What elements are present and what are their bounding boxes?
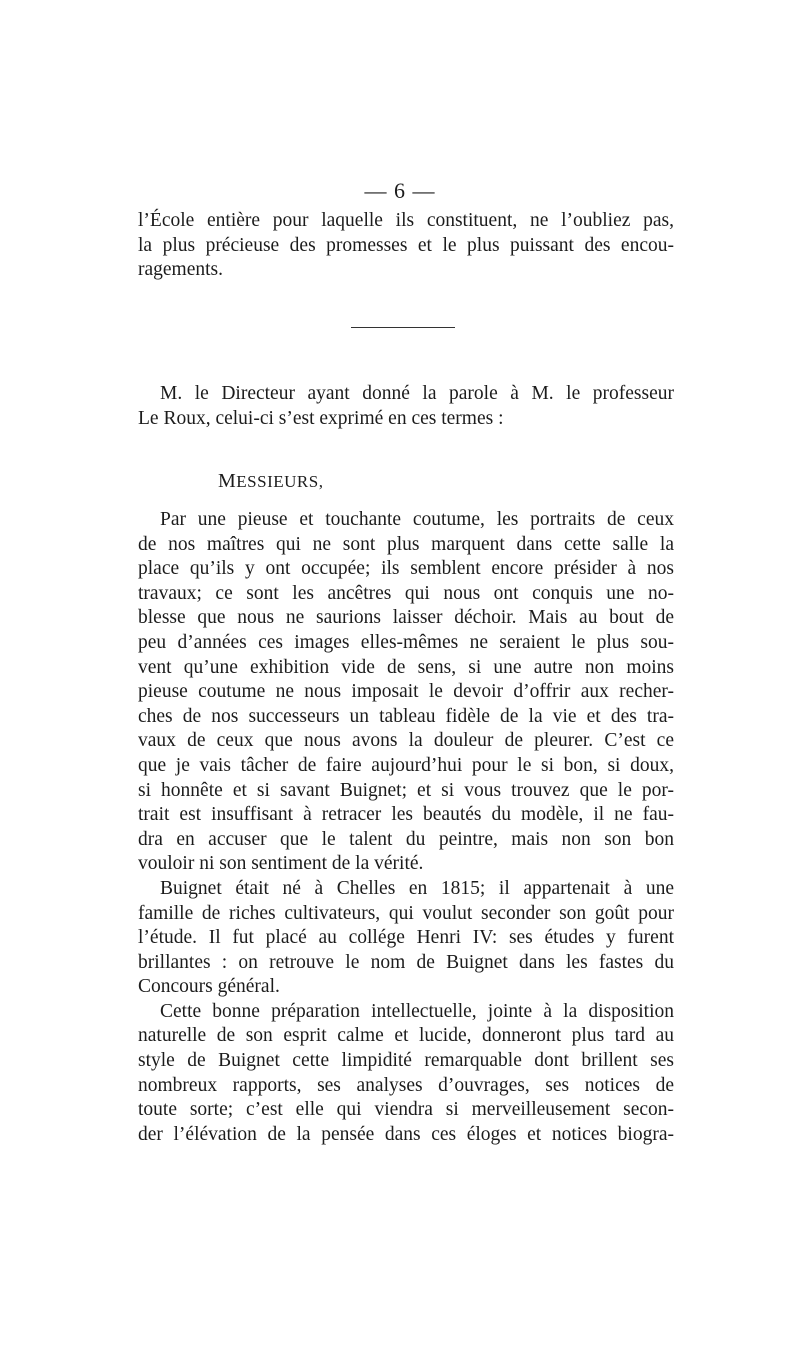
text-line: vouloir ni son sentiment de la vérité. xyxy=(138,853,424,875)
text-line: ches de nos successeurs un tableau fidèle de la vie et des tra- xyxy=(138,705,674,727)
text-line: der l’élévation de la pensée dans ces éloges et notices biogra- xyxy=(138,1123,674,1145)
announcement-paragraph xyxy=(138,382,674,431)
text-line: naturelle de son esprit calme et lucide, donneront plus tard au xyxy=(138,1025,674,1047)
text-line: Le Roux, celui-ci s’est exprimé en ces termes : xyxy=(138,407,504,429)
text-line: peu d’années ces images elles-mêmes ne seraient le plus sou- xyxy=(138,631,674,653)
text-line: si honnête et si savant Buignet; et si vous trouvez que le por- xyxy=(138,779,674,801)
text-line: style de Buignet cette limpidité remarquable dont brillent ses xyxy=(138,1050,674,1072)
text-line: famille de riches cultivateurs, qui voulut seconder son goût pour xyxy=(138,902,674,924)
text-line: Cette bonne préparation intellectuelle, jointe à la disposition xyxy=(160,1000,674,1022)
text-line: vent qu’une exhibition vide de sens, si une autre non moins xyxy=(138,656,674,678)
text-line: pieuse coutume ne nous imposait le devoir d’offrir aux recher- xyxy=(138,681,674,703)
text-line: de nos maîtres qui ne sont plus marquent dans cette salle la xyxy=(138,533,674,555)
speech-body xyxy=(138,508,674,1147)
text-line: travaux; ce sont les ancêtres qui nous ont conquis une no- xyxy=(138,582,674,604)
text-line: l’École entière pour laquelle ils constituent, ne l’oubliez pas, xyxy=(138,210,674,231)
page-number: — 6 — xyxy=(364,178,436,203)
text-line: M. le Directeur ayant donné la parole à M. le professeur xyxy=(160,383,674,404)
salutation-rest: ESSIEURS, xyxy=(236,472,324,491)
section-divider xyxy=(351,327,455,328)
text-line: Buignet était né à Chelles en 1815; il appartenait à une xyxy=(160,877,674,899)
text-line: que je vais tâcher de faire aujourd’hui pour le si bon, si doux, xyxy=(138,754,674,776)
text-line: l’étude. Il fut placé au collége Henri IV: ses études y furent xyxy=(138,927,674,949)
text-line: la plus précieuse des promesses et le plus puissant des encou- xyxy=(138,234,674,256)
intro-paragraph xyxy=(138,209,674,283)
text-line: blesse que nous ne saurions laisser déchoir. Mais au bout de xyxy=(138,607,674,629)
text-line: vaux de ceux que nous avons la douleur de pleurer. C’est ce xyxy=(138,730,674,752)
text-line: Concours général. xyxy=(138,976,280,998)
salutation-initial: M xyxy=(218,470,237,492)
text-line: Par une pieuse et touchante coutume, les portraits de ceux xyxy=(160,509,674,530)
text-line: ragements. xyxy=(138,259,224,281)
text-line: dra en accuser que le talent du peintre, mais non son bon xyxy=(138,828,674,850)
text-line: place qu’ils y ont occupée; ils semblent encore présider à nos xyxy=(138,558,674,580)
text-line: trait est insuffisant à retracer les beautés du modèle, il ne fau- xyxy=(138,804,674,826)
text-line: nombreux rapports, ses analyses d’ouvrages, ses notices de xyxy=(138,1074,674,1096)
text-line: toute sorte; c’est elle qui viendra si merveilleusement secon- xyxy=(138,1099,674,1121)
salutation-heading xyxy=(218,470,323,493)
text-line: brillantes : on retrouve le nom de Buignet dans les fastes du xyxy=(138,951,674,973)
